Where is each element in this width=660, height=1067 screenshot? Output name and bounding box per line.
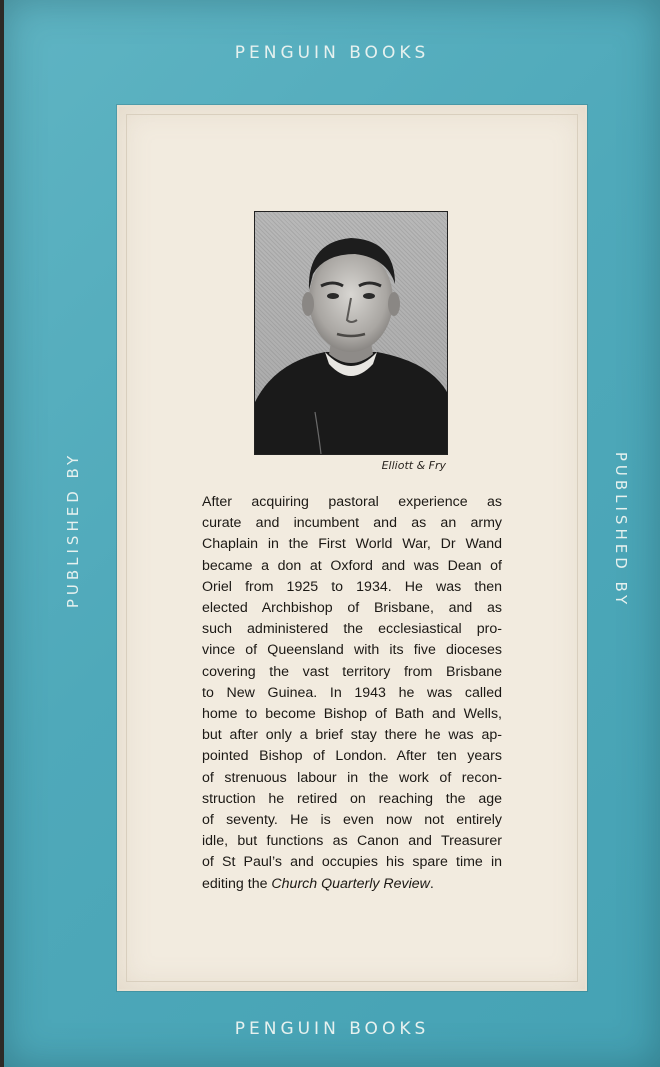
bio-line: but after only a brief stay there he was ap- (202, 727, 502, 744)
bio-line: to New Guinea. In 1943 he was called (202, 684, 502, 701)
bio-last-line-prefix: editing the (202, 875, 272, 892)
bio-line: struction he retired on reaching the age (202, 790, 502, 807)
bio-line: of seventy. He is even now not entirely (202, 812, 502, 829)
bio-line: pointed Bishop of London. After ten years (202, 748, 502, 765)
bio-last-line (202, 874, 502, 895)
published-by-left: PUBLISHED BY (64, 451, 82, 609)
bio-line: such administered the ecclesiastical pro- (202, 621, 502, 638)
journal-title: Church Quarterly Review (271, 875, 430, 892)
content-panel (117, 105, 587, 991)
photo-credit: Elliott & Fry (381, 459, 446, 472)
bio-line: vince of Queensland with its five dioceses (202, 642, 502, 659)
bio-line: Oriel from 1925 to 1934. He was then (202, 578, 502, 595)
portrait-image (255, 212, 447, 454)
bio-line: of St Paul’s and occupies his spare time in (202, 854, 502, 871)
bio-line: elected Archbishop of Brisbane, and as (202, 600, 502, 617)
book-back-cover (4, 0, 660, 1067)
bio-line: After acquiring pastoral experience as (202, 494, 502, 510)
author-portrait (254, 211, 448, 455)
publisher-name-top: PENGUIN BOOKS (234, 43, 430, 63)
bio-line: curate and incumbent and as an army (202, 515, 502, 532)
author-biography (202, 492, 502, 895)
bio-line: Chaplain in the First World War, Dr Wand (202, 536, 502, 553)
bio-line: idle, but functions as Canon and Treasurer (202, 833, 502, 850)
publisher-name-bottom: PENGUIN BOOKS (234, 1019, 430, 1039)
bio-line: home to become Bishop of Bath and Wells, (202, 706, 502, 723)
bio-last-line-suffix: . (429, 875, 434, 892)
bio-line: of strenuous labour in the work of recon- (202, 769, 502, 786)
bio-line: became a don at Oxford and was Dean of (202, 557, 502, 574)
bio-line: covering the vast territory from Brisbane (202, 663, 502, 680)
published-by-right: PUBLISHED BY (612, 451, 630, 609)
